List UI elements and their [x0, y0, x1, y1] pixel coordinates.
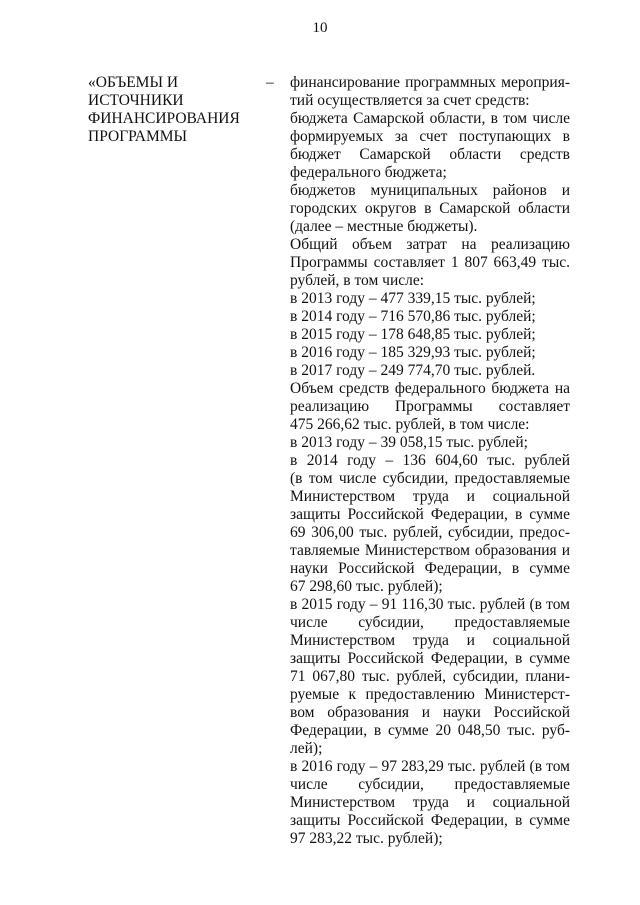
text-line: числе субсидии, предоставляемые: [290, 614, 570, 631]
text-line: вом образования и науки Российской: [290, 704, 570, 721]
text-line: (в том числе субсидии, предоставляемые: [290, 470, 570, 487]
text-line: Федерации, в сумме 20 048,50 тыс. руб-: [290, 722, 570, 739]
text-line: финансирование программных мероприя-: [290, 74, 570, 91]
separator-dash: –: [266, 74, 274, 91]
text-line: в 2016 году – 185 329,93 тыс. рублей;: [290, 344, 536, 361]
text-line: Министерством труда и социальной: [290, 632, 570, 649]
text-line: тавляемые Министерством образования и: [290, 542, 570, 559]
text-line: Общий объем затрат на реализацию: [290, 236, 570, 253]
text-line: федерального бюджета;: [290, 164, 447, 181]
text-line: 97 283,22 тыс. рублей);: [290, 830, 443, 847]
text-line: рублей, в том числе:: [290, 272, 425, 289]
text-line: в 2013 году – 477 339,15 тыс. рублей;: [290, 290, 536, 307]
text-line: (далее – местные бюджеты).: [290, 218, 478, 235]
heading-line: ФИНАНСИРОВАНИЯ: [88, 110, 240, 127]
text-line: 67 298,60 тыс. рублей);: [290, 578, 443, 595]
text-line: Министерством труда и социальной: [290, 794, 570, 811]
text-line: 475 266,62 тыс. рублей, в том числе:: [290, 416, 530, 433]
heading-line: «ОБЪЕМЫ И: [88, 74, 179, 91]
text-line: в 2017 году – 249 774,70 тыс. рублей.: [290, 362, 536, 379]
heading-line: ПРОГРАММЫ: [88, 128, 188, 145]
text-line: в 2016 году – 97 283,29 тыс. рублей (в том: [290, 758, 570, 775]
text-line: защиты Российской Федерации, в сумме: [290, 650, 570, 667]
text-line: бюджет Самарской области средств: [290, 146, 570, 163]
text-line: защиты Российской Федерации, в сумме: [290, 812, 570, 829]
text-line: в 2015 году – 91 116,30 тыс. рублей (в том: [290, 596, 570, 613]
text-line: Министерством труда и социальной: [290, 488, 570, 505]
text-line: бюджетов муниципальных районов и: [290, 182, 570, 199]
text-line: 69 306,00 тыс. рублей, субсидии, предос-: [290, 524, 570, 541]
text-line: тий осуществляется за счет средств:: [290, 92, 530, 109]
financing-text: [290, 74, 570, 848]
text-line: лей);: [290, 740, 323, 757]
text-line: защиты Российской Федерации, в сумме: [290, 506, 570, 523]
text-line: в 2015 году – 178 648,85 тыс. рублей;: [290, 326, 536, 343]
text-line: формируемых за счет поступающих в: [290, 128, 570, 145]
text-line: науки Российской Федерации, в сумме: [290, 560, 570, 577]
heading-line: ИСТОЧНИКИ: [88, 92, 184, 109]
section-heading: [88, 74, 263, 146]
text-line: в 2014 году – 136 604,60 тыс. рублей: [290, 452, 570, 469]
text-line: в 2013 году – 39 058,15 тыс. рублей;: [290, 434, 528, 451]
text-line: реализацию Программы составляет: [290, 398, 570, 415]
text-line: Объем средств федерального бюджета на: [290, 380, 570, 397]
text-line: бюджета Самарской области, в том числе: [290, 110, 570, 127]
page-number: 10: [312, 20, 328, 36]
text-line: городских округов в Самарской области: [290, 200, 570, 217]
text-line: в 2014 году – 716 570,86 тыс. рублей;: [290, 308, 536, 325]
text-line: 71 067,80 тыс. рублей, субсидии, плани-: [290, 668, 570, 685]
text-line: руемые к предоставлению Министерст-: [290, 686, 570, 703]
text-line: Программы составляет 1 807 663,49 тыс.: [290, 254, 570, 271]
text-line: числе субсидии, предоставляемые: [290, 776, 570, 793]
